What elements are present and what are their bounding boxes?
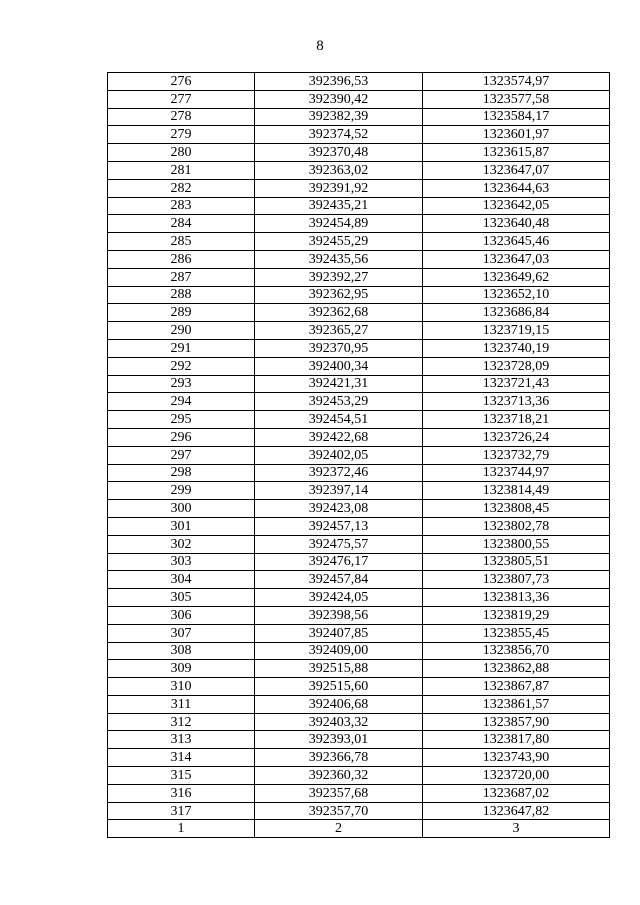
x-coordinate-cell: 392453,29 [255, 393, 423, 411]
point-number-cell: 308 [108, 642, 255, 660]
x-coordinate-cell: 392372,46 [255, 464, 423, 482]
y-coordinate-cell: 1323855,45 [423, 624, 610, 642]
table-row [108, 678, 610, 696]
x-coordinate-cell: 392435,56 [255, 250, 423, 268]
y-coordinate-cell: 1323807,73 [423, 571, 610, 589]
x-coordinate-cell: 392424,05 [255, 589, 423, 607]
table-row [108, 233, 610, 251]
column-number-cell: 1 [108, 820, 255, 838]
point-number-cell: 283 [108, 197, 255, 215]
point-number-cell: 295 [108, 411, 255, 429]
point-number-cell: 279 [108, 126, 255, 144]
table-row [108, 517, 610, 535]
y-coordinate-cell: 1323744,97 [423, 464, 610, 482]
x-coordinate-cell: 392398,56 [255, 606, 423, 624]
point-number-cell: 306 [108, 606, 255, 624]
y-coordinate-cell: 1323644,63 [423, 179, 610, 197]
y-coordinate-cell: 1323647,82 [423, 802, 610, 820]
y-coordinate-cell: 1323808,45 [423, 500, 610, 518]
x-coordinate-cell: 392365,27 [255, 322, 423, 340]
page-number: 8 [316, 38, 324, 54]
point-number-cell: 299 [108, 482, 255, 500]
y-coordinate-cell: 1323686,84 [423, 304, 610, 322]
point-number-cell: 278 [108, 108, 255, 126]
point-number-cell: 277 [108, 90, 255, 108]
x-coordinate-cell: 392409,00 [255, 642, 423, 660]
x-coordinate-cell: 392421,31 [255, 375, 423, 393]
table-row [108, 375, 610, 393]
table-row [108, 339, 610, 357]
point-number-cell: 281 [108, 161, 255, 179]
x-coordinate-cell: 392392,27 [255, 268, 423, 286]
y-coordinate-cell: 1323743,90 [423, 749, 610, 767]
x-coordinate-cell: 392357,70 [255, 802, 423, 820]
point-number-cell: 293 [108, 375, 255, 393]
table-row [108, 731, 610, 749]
y-coordinate-cell: 1323718,21 [423, 411, 610, 429]
table-row [108, 553, 610, 571]
y-coordinate-cell: 1323857,90 [423, 713, 610, 731]
x-coordinate-cell: 392475,57 [255, 535, 423, 553]
x-coordinate-cell: 392390,42 [255, 90, 423, 108]
y-coordinate-cell: 1323817,80 [423, 731, 610, 749]
x-coordinate-cell: 392370,48 [255, 144, 423, 162]
table-row [108, 250, 610, 268]
point-number-cell: 317 [108, 802, 255, 820]
y-coordinate-cell: 1323615,87 [423, 144, 610, 162]
x-coordinate-cell: 392360,32 [255, 767, 423, 785]
table-row [108, 179, 610, 197]
x-coordinate-cell: 392454,89 [255, 215, 423, 233]
point-number-cell: 284 [108, 215, 255, 233]
table-row [108, 535, 610, 553]
table-row [108, 482, 610, 500]
table-row [108, 90, 610, 108]
x-coordinate-cell: 392406,68 [255, 695, 423, 713]
table-row [108, 802, 610, 820]
y-coordinate-cell: 1323601,97 [423, 126, 610, 144]
point-number-cell: 303 [108, 553, 255, 571]
x-coordinate-cell: 392515,88 [255, 660, 423, 678]
y-coordinate-cell: 1323814,49 [423, 482, 610, 500]
x-coordinate-cell: 392362,95 [255, 286, 423, 304]
y-coordinate-cell: 1323862,88 [423, 660, 610, 678]
x-coordinate-cell: 392370,95 [255, 339, 423, 357]
table-row [108, 161, 610, 179]
point-number-cell: 312 [108, 713, 255, 731]
point-number-cell: 309 [108, 660, 255, 678]
y-coordinate-cell: 1323652,10 [423, 286, 610, 304]
point-number-cell: 292 [108, 357, 255, 375]
x-coordinate-cell: 392403,32 [255, 713, 423, 731]
table-row [108, 357, 610, 375]
x-coordinate-cell: 392454,51 [255, 411, 423, 429]
x-coordinate-cell: 392515,60 [255, 678, 423, 696]
table-row [108, 268, 610, 286]
table-row [108, 126, 610, 144]
point-number-cell: 286 [108, 250, 255, 268]
point-number-cell: 290 [108, 322, 255, 340]
point-number-cell: 304 [108, 571, 255, 589]
y-coordinate-cell: 1323687,02 [423, 784, 610, 802]
point-number-cell: 297 [108, 446, 255, 464]
y-coordinate-cell: 1323819,29 [423, 606, 610, 624]
y-coordinate-cell: 1323642,05 [423, 197, 610, 215]
x-coordinate-cell: 392391,92 [255, 179, 423, 197]
table-row [108, 144, 610, 162]
table-row [108, 660, 610, 678]
y-coordinate-cell: 1323721,43 [423, 375, 610, 393]
x-coordinate-cell: 392455,29 [255, 233, 423, 251]
y-coordinate-cell: 1323574,97 [423, 73, 610, 91]
x-coordinate-cell: 392423,08 [255, 500, 423, 518]
table-row [108, 322, 610, 340]
table-row [108, 784, 610, 802]
table-row [108, 446, 610, 464]
coordinates-table-body [108, 73, 610, 838]
y-coordinate-cell: 1323861,57 [423, 695, 610, 713]
x-coordinate-cell: 392457,13 [255, 517, 423, 535]
y-coordinate-cell: 1323867,87 [423, 678, 610, 696]
point-number-cell: 313 [108, 731, 255, 749]
table-row [108, 624, 610, 642]
table-row [108, 108, 610, 126]
table-row [108, 215, 610, 233]
point-number-cell: 287 [108, 268, 255, 286]
point-number-cell: 315 [108, 767, 255, 785]
x-coordinate-cell: 392363,02 [255, 161, 423, 179]
y-coordinate-cell: 1323577,58 [423, 90, 610, 108]
y-coordinate-cell: 1323649,62 [423, 268, 610, 286]
y-coordinate-cell: 1323720,00 [423, 767, 610, 785]
point-number-cell: 276 [108, 73, 255, 91]
y-coordinate-cell: 1323732,79 [423, 446, 610, 464]
y-coordinate-cell: 1323647,07 [423, 161, 610, 179]
x-coordinate-cell: 392400,34 [255, 357, 423, 375]
y-coordinate-cell: 1323856,70 [423, 642, 610, 660]
x-coordinate-cell: 392397,14 [255, 482, 423, 500]
point-number-cell: 296 [108, 428, 255, 446]
point-number-cell: 310 [108, 678, 255, 696]
y-coordinate-cell: 1323813,36 [423, 589, 610, 607]
table-row [108, 571, 610, 589]
point-number-cell: 289 [108, 304, 255, 322]
y-coordinate-cell: 1323802,78 [423, 517, 610, 535]
x-coordinate-cell: 392402,05 [255, 446, 423, 464]
point-number-cell: 300 [108, 500, 255, 518]
x-coordinate-cell: 392422,68 [255, 428, 423, 446]
point-number-cell: 282 [108, 179, 255, 197]
point-number-cell: 316 [108, 784, 255, 802]
x-coordinate-cell: 392366,78 [255, 749, 423, 767]
table-row [108, 606, 610, 624]
table-row [108, 749, 610, 767]
x-coordinate-cell: 392435,21 [255, 197, 423, 215]
y-coordinate-cell: 1323640,48 [423, 215, 610, 233]
point-number-cell: 314 [108, 749, 255, 767]
table-row [108, 73, 610, 91]
column-number-cell: 3 [423, 820, 610, 838]
table-row [108, 197, 610, 215]
table-row [108, 589, 610, 607]
table-row [108, 767, 610, 785]
x-coordinate-cell: 392396,53 [255, 73, 423, 91]
x-coordinate-cell: 392393,01 [255, 731, 423, 749]
y-coordinate-cell: 1323800,55 [423, 535, 610, 553]
table-row [108, 411, 610, 429]
y-coordinate-cell: 1323719,15 [423, 322, 610, 340]
x-coordinate-cell: 392457,84 [255, 571, 423, 589]
point-number-cell: 307 [108, 624, 255, 642]
y-coordinate-cell: 1323728,09 [423, 357, 610, 375]
table-row [108, 393, 610, 411]
x-coordinate-cell: 392407,85 [255, 624, 423, 642]
point-number-cell: 311 [108, 695, 255, 713]
y-coordinate-cell: 1323740,19 [423, 339, 610, 357]
table-row [108, 695, 610, 713]
point-number-cell: 305 [108, 589, 255, 607]
y-coordinate-cell: 1323645,46 [423, 233, 610, 251]
point-number-cell: 288 [108, 286, 255, 304]
column-number-cell: 2 [255, 820, 423, 838]
table-row [108, 428, 610, 446]
point-number-cell: 285 [108, 233, 255, 251]
point-number-cell: 280 [108, 144, 255, 162]
x-coordinate-cell: 392476,17 [255, 553, 423, 571]
point-number-cell: 301 [108, 517, 255, 535]
x-coordinate-cell: 392374,52 [255, 126, 423, 144]
y-coordinate-cell: 1323805,51 [423, 553, 610, 571]
x-coordinate-cell: 392357,68 [255, 784, 423, 802]
table-row [108, 464, 610, 482]
table-row [108, 500, 610, 518]
point-number-cell: 294 [108, 393, 255, 411]
y-coordinate-cell: 1323584,17 [423, 108, 610, 126]
y-coordinate-cell: 1323726,24 [423, 428, 610, 446]
point-number-cell: 291 [108, 339, 255, 357]
table-row [108, 713, 610, 731]
table-row [108, 642, 610, 660]
table-row [108, 286, 610, 304]
point-number-cell: 298 [108, 464, 255, 482]
x-coordinate-cell: 392382,39 [255, 108, 423, 126]
table-column-numbers-row [108, 820, 610, 838]
coordinates-table [107, 72, 610, 838]
y-coordinate-cell: 1323647,03 [423, 250, 610, 268]
x-coordinate-cell: 392362,68 [255, 304, 423, 322]
point-number-cell: 302 [108, 535, 255, 553]
y-coordinate-cell: 1323713,36 [423, 393, 610, 411]
table-row [108, 304, 610, 322]
